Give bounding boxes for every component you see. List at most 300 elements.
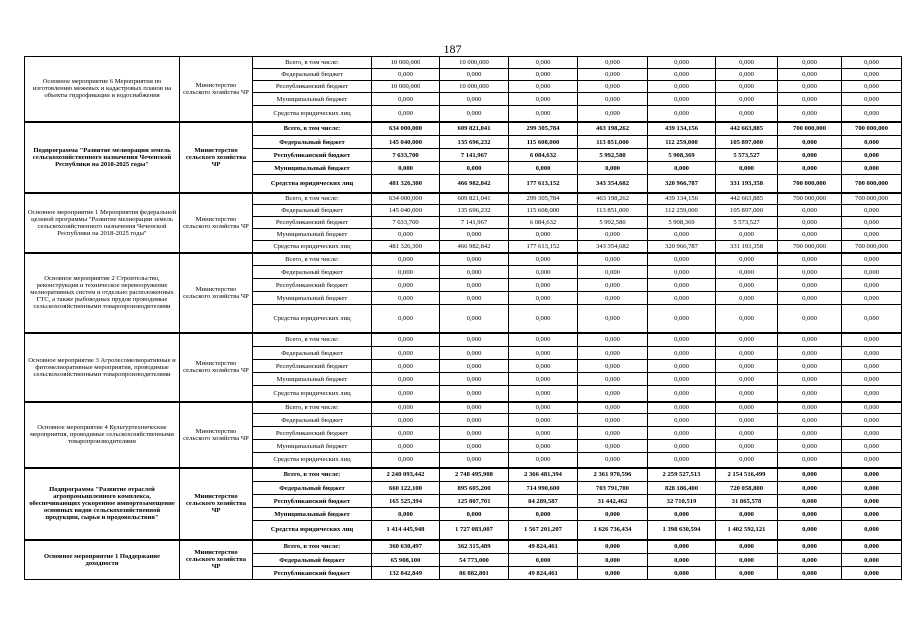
amount-cell: 10 000,000	[440, 81, 509, 93]
amount-cell: 0,000	[716, 453, 778, 468]
amount-cell: 0,000	[716, 567, 778, 580]
funding-source-cell: Федеральный бюджет	[253, 205, 372, 217]
amount-cell: 0,000	[578, 253, 648, 266]
funding-source-cell: Федеральный бюджет	[253, 136, 372, 149]
amount-cell: 0,000	[578, 453, 648, 468]
amount-cell: 132 842,849	[372, 567, 440, 580]
amount-cell: 463 198,262	[578, 122, 648, 136]
amount-cell: 0,000	[842, 440, 902, 453]
table-row	[25, 193, 902, 205]
amount-cell: 0,000	[716, 386, 778, 402]
activity-name-cell: Основное мероприятие 1 Поддержание доходности	[25, 540, 180, 580]
amount-cell: 105 897,000	[716, 136, 778, 149]
amount-cell: 31 865,578	[716, 495, 778, 508]
amount-cell: 0,000	[372, 427, 440, 440]
amount-cell: 0,000	[440, 453, 509, 468]
amount-cell: 112 259,000	[648, 136, 716, 149]
amount-cell: 0,000	[716, 292, 778, 305]
amount-cell: 0,000	[778, 482, 842, 495]
funding-source-cell: Всего, в том числе:	[253, 193, 372, 205]
funding-source-cell: Всего, в том числе:	[253, 333, 372, 347]
amount-cell: 0,000	[648, 427, 716, 440]
amount-cell: 0,000	[440, 106, 509, 122]
amount-cell: 0,000	[716, 347, 778, 360]
amount-cell: 700 000,000	[842, 241, 902, 253]
amount-cell: 703 791,700	[578, 482, 648, 495]
amount-cell: 0,000	[509, 93, 578, 106]
amount-cell: 0,000	[842, 554, 902, 567]
amount-cell: 0,000	[778, 149, 842, 162]
amount-cell: 0,000	[440, 292, 509, 305]
funding-source-cell: Федеральный бюджет	[253, 482, 372, 495]
amount-cell: 0,000	[842, 373, 902, 386]
amount-cell: 0,000	[578, 414, 648, 427]
amount-cell: 442 663,885	[716, 122, 778, 136]
amount-cell: 0,000	[648, 229, 716, 241]
amount-cell: 5 992,580	[578, 149, 648, 162]
amount-cell: 0,000	[842, 266, 902, 279]
amount-cell: 0,000	[578, 333, 648, 347]
funding-source-cell: Республиканский бюджет	[253, 427, 372, 440]
amount-cell: 0,000	[778, 347, 842, 360]
amount-cell: 0,000	[578, 69, 648, 81]
table-row	[25, 468, 902, 482]
amount-cell: 0,000	[578, 440, 648, 453]
amount-cell: 634 000,000	[372, 193, 440, 205]
responsible-org-cell: Министерство сельского хозяйства ЧР	[180, 468, 253, 540]
amount-cell: 0,000	[648, 386, 716, 402]
amount-cell: 0,000	[778, 162, 842, 175]
amount-cell: 0,000	[842, 540, 902, 554]
amount-cell: 2 154 516,499	[716, 468, 778, 482]
amount-cell: 0,000	[716, 414, 778, 427]
amount-cell: 714 990,600	[509, 482, 578, 495]
amount-cell: 65 908,100	[372, 554, 440, 567]
amount-cell: 0,000	[716, 93, 778, 106]
amount-cell: 0,000	[440, 414, 509, 427]
amount-cell: 113 851,000	[578, 205, 648, 217]
amount-cell: 0,000	[440, 440, 509, 453]
amount-cell: 0,000	[778, 373, 842, 386]
amount-cell: 112 259,000	[648, 205, 716, 217]
amount-cell: 0,000	[648, 453, 716, 468]
amount-cell: 0,000	[778, 93, 842, 106]
amount-cell: 0,000	[716, 229, 778, 241]
funding-source-cell: Федеральный бюджет	[253, 414, 372, 427]
responsible-org-cell: Министерство сельского хозяйства ЧР	[180, 57, 253, 122]
amount-cell: 0,000	[778, 453, 842, 468]
funding-source-cell: Муниципальный бюджет	[253, 508, 372, 521]
amount-cell: 0,000	[372, 266, 440, 279]
funding-source-cell: Федеральный бюджет	[253, 347, 372, 360]
amount-cell: 0,000	[778, 554, 842, 567]
amount-cell: 0,000	[842, 69, 902, 81]
amount-cell: 1 402 592,121	[716, 521, 778, 540]
amount-cell: 0,000	[842, 567, 902, 580]
amount-cell: 0,000	[648, 540, 716, 554]
amount-cell: 0,000	[648, 508, 716, 521]
amount-cell: 2 259 527,513	[648, 468, 716, 482]
funding-source-cell: Всего, в том числе:	[253, 540, 372, 554]
amount-cell: 115 608,000	[509, 136, 578, 149]
amount-cell: 0,000	[778, 279, 842, 292]
amount-cell: 0,000	[842, 279, 902, 292]
amount-cell: 0,000	[778, 106, 842, 122]
amount-cell: 105 897,000	[716, 205, 778, 217]
amount-cell: 0,000	[648, 347, 716, 360]
amount-cell: 0,000	[648, 373, 716, 386]
amount-cell: 0,000	[716, 333, 778, 347]
amount-cell: 0,000	[778, 402, 842, 414]
amount-cell: 0,000	[440, 266, 509, 279]
amount-cell: 0,000	[842, 347, 902, 360]
amount-cell: 439 134,156	[648, 193, 716, 205]
amount-cell: 0,000	[778, 205, 842, 217]
amount-cell: 0,000	[372, 386, 440, 402]
amount-cell: 0,000	[648, 81, 716, 93]
amount-cell: 0,000	[716, 373, 778, 386]
amount-cell: 1 414 445,948	[372, 521, 440, 540]
amount-cell: 0,000	[372, 453, 440, 468]
amount-cell: 7 633,700	[372, 217, 440, 229]
amount-cell: 0,000	[509, 229, 578, 241]
amount-cell: 0,000	[372, 229, 440, 241]
amount-cell: 177 613,152	[509, 241, 578, 253]
amount-cell: 7 141,967	[440, 149, 509, 162]
amount-cell: 343 354,682	[578, 241, 648, 253]
amount-cell: 0,000	[440, 402, 509, 414]
amount-cell: 0,000	[372, 414, 440, 427]
amount-cell: 10 000,000	[372, 81, 440, 93]
funding-source-cell: Республиканский бюджет	[253, 495, 372, 508]
table-row	[25, 402, 902, 414]
amount-cell: 0,000	[578, 540, 648, 554]
amount-cell: 1 626 736,434	[578, 521, 648, 540]
funding-source-cell: Средства юридических лиц	[253, 241, 372, 253]
amount-cell: 0,000	[372, 106, 440, 122]
funding-source-cell: Всего, в том числе:	[253, 402, 372, 414]
amount-cell: 660 122,100	[372, 482, 440, 495]
amount-cell: 700 000,000	[778, 193, 842, 205]
amount-cell: 5 573,527	[716, 149, 778, 162]
amount-cell: 0,000	[716, 402, 778, 414]
amount-cell: 145 040,000	[372, 136, 440, 149]
amount-cell: 0,000	[440, 333, 509, 347]
amount-cell: 31 442,462	[578, 495, 648, 508]
amount-cell: 0,000	[842, 253, 902, 266]
amount-cell: 0,000	[578, 162, 648, 175]
funding-source-cell: Средства юридических лиц	[253, 175, 372, 193]
table-row	[25, 57, 902, 69]
amount-cell: 0,000	[778, 69, 842, 81]
table-row	[25, 333, 902, 347]
amount-cell: 135 696,232	[440, 136, 509, 149]
funding-source-cell: Всего, в том числе:	[253, 253, 372, 266]
amount-cell: 0,000	[842, 521, 902, 540]
amount-cell: 0,000	[778, 495, 842, 508]
amount-cell: 0,000	[716, 360, 778, 373]
amount-cell: 0,000	[648, 567, 716, 580]
amount-cell: 0,000	[372, 279, 440, 292]
amount-cell: 0,000	[778, 136, 842, 149]
funding-source-cell: Муниципальный бюджет	[253, 373, 372, 386]
amount-cell: 481 326,300	[372, 241, 440, 253]
amount-cell: 0,000	[778, 305, 842, 333]
activity-name-cell: Подпрограмма "Развитие мелиорации земель сельскохозяйственного назначения Чеченской Республики на 2018-2025 годы"	[25, 122, 180, 193]
amount-cell: 0,000	[509, 253, 578, 266]
amount-cell: 0,000	[842, 305, 902, 333]
amount-cell: 0,000	[578, 305, 648, 333]
amount-cell: 299 305,784	[509, 122, 578, 136]
amount-cell: 0,000	[372, 347, 440, 360]
amount-cell: 700 000,000	[842, 193, 902, 205]
funding-source-cell: Всего, в том числе:	[253, 122, 372, 136]
amount-cell: 0,000	[440, 373, 509, 386]
funding-source-cell: Всего, в том числе:	[253, 57, 372, 69]
table-row	[25, 122, 902, 136]
funding-source-cell: Республиканский бюджет	[253, 360, 372, 373]
amount-cell: 0,000	[578, 554, 648, 567]
activity-name-cell: Основное мероприятие 1 Мероприятия федеральной целевой программы "Развитие мелиорации земель сельскохозяйственного назначения Чеченской Республики на 2018-2025 годы"	[25, 193, 180, 253]
amount-cell: 0,000	[578, 386, 648, 402]
amount-cell: 0,000	[372, 440, 440, 453]
amount-cell: 0,000	[509, 360, 578, 373]
funding-source-cell: Всего, в том числе:	[253, 468, 372, 482]
amount-cell: 0,000	[509, 402, 578, 414]
amount-cell: 0,000	[842, 414, 902, 427]
amount-cell: 0,000	[716, 427, 778, 440]
amount-cell: 145 040,000	[372, 205, 440, 217]
amount-cell: 0,000	[716, 81, 778, 93]
amount-cell: 0,000	[372, 93, 440, 106]
amount-cell: 320 966,787	[648, 241, 716, 253]
table-row	[25, 253, 902, 266]
amount-cell: 0,000	[509, 508, 578, 521]
amount-cell: 0,000	[842, 360, 902, 373]
amount-cell: 0,000	[778, 386, 842, 402]
amount-cell: 0,000	[842, 106, 902, 122]
amount-cell: 0,000	[842, 217, 902, 229]
amount-cell: 299 305,784	[509, 193, 578, 205]
amount-cell: 0,000	[509, 414, 578, 427]
amount-cell: 0,000	[648, 106, 716, 122]
amount-cell: 700 000,000	[778, 241, 842, 253]
activity-name-cell: Основное мероприятие 2 Строительство, реконструкция и техническое перевооружение мелиоративных систем и отдельно расположенных ГТС, а также рыбоводных прудов проводимые сельскохозяйственными товаропроизводителями	[25, 253, 180, 333]
amount-cell: 0,000	[440, 386, 509, 402]
amount-cell: 0,000	[778, 229, 842, 241]
amount-cell: 0,000	[509, 305, 578, 333]
amount-cell: 0,000	[716, 106, 778, 122]
amount-cell: 177 613,152	[509, 175, 578, 193]
funding-source-cell: Средства юридических лиц	[253, 386, 372, 402]
amount-cell: 0,000	[842, 93, 902, 106]
amount-cell: 0,000	[842, 468, 902, 482]
amount-cell: 0,000	[842, 162, 902, 175]
amount-cell: 32 710,519	[648, 495, 716, 508]
amount-cell: 0,000	[509, 554, 578, 567]
amount-cell: 0,000	[716, 279, 778, 292]
amount-cell: 609 821,041	[440, 193, 509, 205]
amount-cell: 0,000	[648, 440, 716, 453]
amount-cell: 0,000	[842, 149, 902, 162]
activity-name-cell: Основное мероприятие 4 Культуртехнические мероприятия, проводимые сельскохозяйственными товаропроизводителями	[25, 402, 180, 468]
amount-cell: 0,000	[716, 305, 778, 333]
amount-cell: 6 084,632	[509, 217, 578, 229]
amount-cell: 0,000	[509, 57, 578, 69]
amount-cell: 5 992,580	[578, 217, 648, 229]
amount-cell: 0,000	[440, 508, 509, 521]
amount-cell: 0,000	[778, 567, 842, 580]
responsible-org-cell: Министерство сельского хозяйства ЧР	[180, 333, 253, 402]
amount-cell: 0,000	[578, 402, 648, 414]
funding-source-cell: Республиканский бюджет	[253, 567, 372, 580]
amount-cell: 0,000	[372, 305, 440, 333]
amount-cell: 0,000	[716, 253, 778, 266]
responsible-org-cell: Министерство сельского хозяйства ЧР	[180, 253, 253, 333]
amount-cell: 0,000	[842, 57, 902, 69]
funding-source-cell: Республиканский бюджет	[253, 217, 372, 229]
amount-cell: 0,000	[578, 229, 648, 241]
amount-cell: 895 605,200	[440, 482, 509, 495]
amount-cell: 439 134,156	[648, 122, 716, 136]
funding-source-cell: Федеральный бюджет	[253, 554, 372, 567]
amount-cell: 0,000	[440, 229, 509, 241]
amount-cell: 54 773,000	[440, 554, 509, 567]
amount-cell: 0,000	[716, 554, 778, 567]
amount-cell: 1 727 083,007	[440, 521, 509, 540]
amount-cell: 0,000	[509, 347, 578, 360]
amount-cell: 0,000	[778, 360, 842, 373]
page-number: 187	[443, 42, 462, 56]
funding-source-cell: Средства юридических лиц	[253, 106, 372, 122]
amount-cell: 7 141,967	[440, 217, 509, 229]
amount-cell: 0,000	[509, 279, 578, 292]
amount-cell: 0,000	[509, 333, 578, 347]
responsible-org-cell: Министерство сельского хозяйства ЧР	[180, 402, 253, 468]
amount-cell: 0,000	[842, 292, 902, 305]
amount-cell: 0,000	[648, 554, 716, 567]
amount-cell: 609 821,041	[440, 122, 509, 136]
amount-cell: 0,000	[440, 279, 509, 292]
funding-source-cell: Федеральный бюджет	[253, 266, 372, 279]
amount-cell: 0,000	[578, 360, 648, 373]
amount-cell: 2 361 970,596	[578, 468, 648, 482]
funding-source-cell: Муниципальный бюджет	[253, 162, 372, 175]
amount-cell: 0,000	[372, 360, 440, 373]
amount-cell: 0,000	[716, 540, 778, 554]
responsible-org-cell: Министерство сельского хозяйства ЧР	[180, 122, 253, 193]
amount-cell: 700 000,000	[778, 175, 842, 193]
amount-cell: 634 000,000	[372, 122, 440, 136]
amount-cell: 0,000	[509, 106, 578, 122]
amount-cell: 0,000	[372, 373, 440, 386]
amount-cell: 0,000	[842, 81, 902, 93]
amount-cell: 5 908,369	[648, 217, 716, 229]
amount-cell: 0,000	[578, 81, 648, 93]
amount-cell: 10 000,000	[440, 57, 509, 69]
amount-cell: 481 326,300	[372, 175, 440, 193]
amount-cell: 360 630,497	[372, 540, 440, 554]
amount-cell: 442 663,885	[716, 193, 778, 205]
amount-cell: 0,000	[778, 540, 842, 554]
amount-cell: 0,000	[716, 440, 778, 453]
amount-cell: 0,000	[648, 57, 716, 69]
amount-cell: 2 366 481,394	[509, 468, 578, 482]
amount-cell: 0,000	[578, 427, 648, 440]
amount-cell: 0,000	[778, 333, 842, 347]
amount-cell: 0,000	[842, 205, 902, 217]
funding-source-cell: Средства юридических лиц	[253, 305, 372, 333]
amount-cell: 700 000,000	[778, 122, 842, 136]
amount-cell: 0,000	[778, 266, 842, 279]
amount-cell: 0,000	[372, 162, 440, 175]
amount-cell: 0,000	[509, 453, 578, 468]
amount-cell: 5 908,369	[648, 149, 716, 162]
amount-cell: 0,000	[778, 81, 842, 93]
funding-source-cell: Средства юридических лиц	[253, 521, 372, 540]
amount-cell: 10 000,000	[372, 57, 440, 69]
amount-cell: 0,000	[648, 266, 716, 279]
budget-table	[24, 56, 902, 580]
amount-cell: 0,000	[778, 414, 842, 427]
amount-cell: 0,000	[648, 93, 716, 106]
amount-cell: 0,000	[440, 305, 509, 333]
amount-cell: 0,000	[778, 468, 842, 482]
amount-cell: 0,000	[509, 266, 578, 279]
amount-cell: 0,000	[778, 57, 842, 69]
amount-cell: 0,000	[372, 69, 440, 81]
amount-cell: 0,000	[778, 217, 842, 229]
amount-cell: 0,000	[509, 81, 578, 93]
amount-cell: 0,000	[578, 279, 648, 292]
amount-cell: 113 851,000	[578, 136, 648, 149]
amount-cell: 0,000	[648, 292, 716, 305]
amount-cell: 49 824,461	[509, 540, 578, 554]
funding-source-cell: Республиканский бюджет	[253, 81, 372, 93]
amount-cell: 0,000	[648, 162, 716, 175]
amount-cell: 700 000,000	[842, 175, 902, 193]
amount-cell: 0,000	[372, 253, 440, 266]
amount-cell: 0,000	[716, 69, 778, 81]
amount-cell: 0,000	[842, 427, 902, 440]
amount-cell: 0,000	[842, 333, 902, 347]
amount-cell: 0,000	[842, 508, 902, 521]
amount-cell: 0,000	[842, 482, 902, 495]
amount-cell: 5 573,527	[716, 217, 778, 229]
amount-cell: 0,000	[372, 402, 440, 414]
amount-cell: 0,000	[778, 427, 842, 440]
amount-cell: 165 525,394	[372, 495, 440, 508]
amount-cell: 1 398 630,594	[648, 521, 716, 540]
amount-cell: 0,000	[578, 106, 648, 122]
amount-cell: 2 748 495,908	[440, 468, 509, 482]
amount-cell: 0,000	[440, 347, 509, 360]
table-body	[25, 57, 902, 580]
amount-cell: 0,000	[648, 305, 716, 333]
amount-cell: 0,000	[509, 162, 578, 175]
amount-cell: 0,000	[778, 292, 842, 305]
amount-cell: 466 982,842	[440, 175, 509, 193]
amount-cell: 0,000	[842, 453, 902, 468]
amount-cell: 320 966,787	[648, 175, 716, 193]
amount-cell: 0,000	[842, 229, 902, 241]
amount-cell: 0,000	[440, 360, 509, 373]
funding-source-cell: Средства юридических лиц	[253, 453, 372, 468]
amount-cell: 2 240 093,442	[372, 468, 440, 482]
amount-cell: 0,000	[648, 253, 716, 266]
amount-cell: 125 807,701	[440, 495, 509, 508]
amount-cell: 0,000	[578, 567, 648, 580]
